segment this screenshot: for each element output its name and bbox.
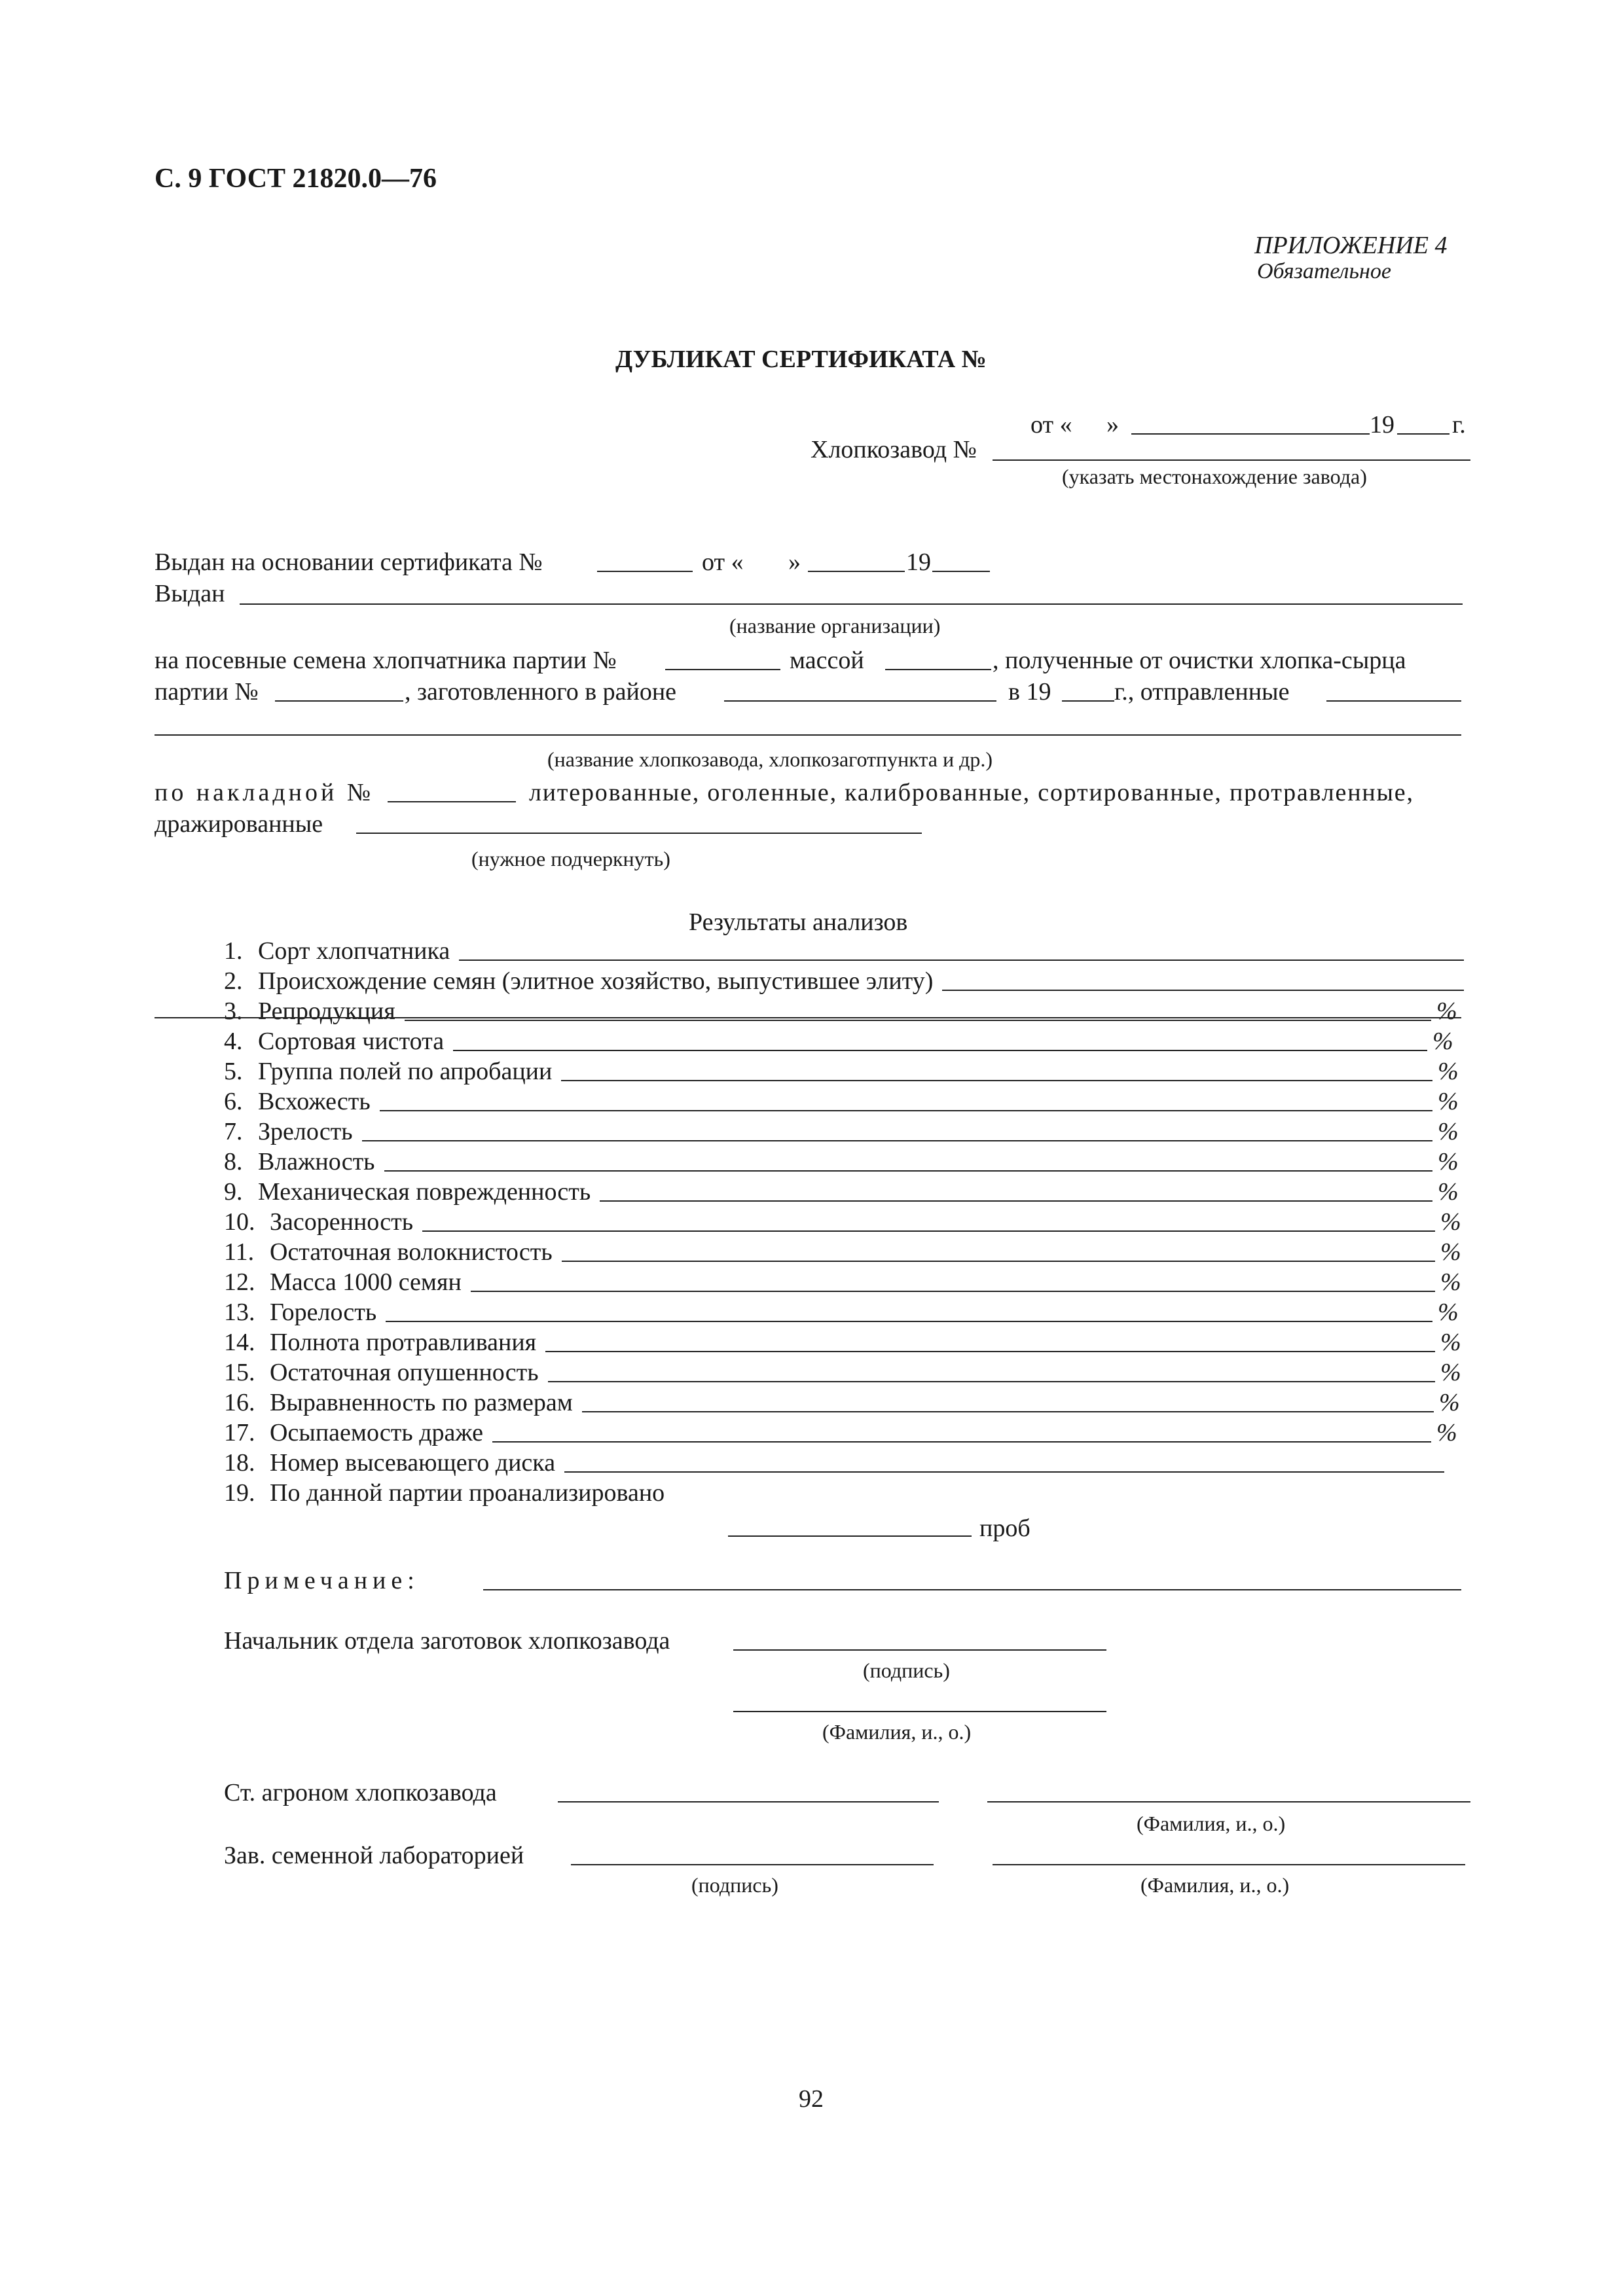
- appendix-label: ПРИЛОЖЕНИЕ 4: [1254, 232, 1448, 259]
- mass-label: массой: [790, 647, 864, 674]
- note-label: Примечание:: [224, 1567, 420, 1594]
- result-label: Выравненность по размерам: [270, 1389, 573, 1416]
- result-number: 11.: [224, 1238, 255, 1266]
- result-number: 7.: [224, 1118, 243, 1145]
- percent-unit: %: [1440, 1359, 1461, 1386]
- percent-unit: %: [1438, 1118, 1459, 1145]
- chief-signature-caption: (подпись): [863, 1659, 950, 1682]
- seed-processing-options: литерованные, оголенные, калиброванные, сортированные, протравленные,: [529, 779, 1414, 806]
- result-value-blank[interactable]: [562, 1261, 1435, 1262]
- lab-head-name-blank[interactable]: [993, 1864, 1465, 1865]
- result-value-blank[interactable]: [384, 1170, 1432, 1172]
- agronomist-label: Ст. агроном хлопкозавода: [224, 1779, 497, 1806]
- issued-basis-label: Выдан на основании сертификата №: [155, 548, 543, 576]
- result-value-blank[interactable]: [492, 1441, 1431, 1443]
- lab-head-name-caption: (Фамилия, и., о.): [1140, 1873, 1290, 1897]
- origin-continuation-blank[interactable]: [155, 1017, 1461, 1018]
- result-number: 2.: [224, 967, 243, 995]
- result-number: 15.: [224, 1359, 255, 1386]
- chief-label: Начальник отдела заготовок хлопкозавода: [224, 1627, 670, 1655]
- agronomist-signature-blank[interactable]: [558, 1801, 939, 1803]
- issued-basis-month-blank[interactable]: [808, 571, 905, 572]
- issued-basis-close-quote: »: [788, 548, 801, 576]
- result-value-blank[interactable]: [380, 1110, 1432, 1111]
- plant-blank[interactable]: [993, 459, 1470, 461]
- plant-name-caption: (название хлопкозавода, хлопкозаготпункта и др.): [547, 747, 993, 771]
- result-label: Группа полей по апробации: [258, 1058, 553, 1085]
- result-number: 16.: [224, 1389, 255, 1416]
- results-heading: Результаты анализов: [689, 908, 908, 936]
- percent-unit: %: [1440, 1329, 1461, 1356]
- issued-to-label: Выдан: [155, 580, 225, 607]
- result-value-blank[interactable]: [471, 1291, 1435, 1292]
- district-label: , заготовленного в районе: [405, 678, 677, 706]
- result-value-blank[interactable]: [453, 1050, 1427, 1051]
- percent-unit: %: [1438, 1058, 1459, 1085]
- result-value-blank[interactable]: [405, 1020, 1431, 1021]
- plant-caption: (указать местонахождение завода): [1062, 465, 1367, 488]
- invoice-number-blank[interactable]: [388, 801, 516, 802]
- result-label: Остаточная волокнистость: [270, 1238, 553, 1266]
- result-label: По данной партии проанализировано: [270, 1479, 665, 1507]
- result-value-blank[interactable]: [459, 960, 1464, 961]
- page-number: 92: [799, 2085, 824, 2113]
- organization-blank[interactable]: [240, 603, 1463, 605]
- result-number: 6.: [224, 1088, 243, 1115]
- result-value-blank[interactable]: [362, 1140, 1432, 1141]
- lab-head-signature-blank[interactable]: [571, 1864, 934, 1865]
- percent-unit: %: [1439, 1389, 1460, 1416]
- shipped-label: г., отправленные: [1114, 678, 1290, 706]
- batch-label: партии №: [155, 678, 259, 706]
- result-number: 14.: [224, 1329, 255, 1356]
- result-value-blank[interactable]: [548, 1381, 1435, 1382]
- result-value-blank[interactable]: [561, 1080, 1432, 1081]
- result-number: 13.: [224, 1299, 255, 1326]
- chief-signature-blank[interactable]: [733, 1649, 1106, 1651]
- invoice-label: по накладной №: [155, 779, 374, 806]
- issued-basis-year-blank[interactable]: [932, 571, 990, 572]
- percent-unit: %: [1440, 1208, 1461, 1236]
- agronomist-name-caption: (Фамилия, и., о.): [1137, 1812, 1286, 1835]
- date-close-quote: »: [1106, 411, 1119, 439]
- result-number: 4.: [224, 1028, 243, 1055]
- date-year-prefix: 19: [1370, 411, 1395, 439]
- result-label: Зрелость: [258, 1118, 353, 1145]
- result-label: Номер высевающего диска: [270, 1449, 556, 1477]
- result-label: Влажность: [258, 1148, 375, 1175]
- dragee-label: дражированные: [155, 810, 323, 838]
- chief-name-blank[interactable]: [733, 1711, 1106, 1712]
- appendix-status: Обязательное: [1257, 259, 1391, 283]
- result-value-blank[interactable]: [564, 1471, 1444, 1473]
- samples-count-blank[interactable]: [728, 1535, 972, 1537]
- result-label: Полнота протравливания: [270, 1329, 537, 1356]
- note-blank[interactable]: [483, 1589, 1461, 1590]
- percent-unit: %: [1440, 1238, 1461, 1266]
- result-label: Остаточная опушенность: [270, 1359, 539, 1386]
- percent-unit: %: [1438, 1299, 1459, 1326]
- batch-number-blank[interactable]: [665, 669, 780, 670]
- result-value-blank[interactable]: [386, 1321, 1432, 1322]
- percent-unit: %: [1436, 997, 1457, 1025]
- result-label: Осыпаемость драже: [270, 1419, 484, 1446]
- lab-head-signature-caption: (подпись): [691, 1873, 778, 1897]
- result-label: Происхождение семян (элитное хозяйство, выпустившее элиту): [258, 967, 934, 995]
- date-month-blank[interactable]: [1131, 433, 1370, 435]
- result-number: 1.: [224, 937, 243, 965]
- chief-name-caption: (Фамилия, и., о.): [822, 1720, 972, 1744]
- lab-head-label: Зав. семенной лабораторией: [224, 1842, 524, 1869]
- mass-blank[interactable]: [885, 669, 991, 670]
- percent-unit: %: [1438, 1088, 1459, 1115]
- shipped-blank[interactable]: [1326, 700, 1461, 702]
- result-label: Механическая поврежденность: [258, 1178, 591, 1206]
- result-number: 18.: [224, 1449, 255, 1477]
- result-number: 8.: [224, 1148, 243, 1175]
- date-year-suffix: г.: [1452, 411, 1466, 439]
- plant-label: Хлопкозавод №: [811, 436, 977, 463]
- percent-unit: %: [1440, 1268, 1461, 1296]
- date-year-blank[interactable]: [1397, 433, 1450, 435]
- result-value-blank[interactable]: [942, 990, 1464, 991]
- in-year-label: в 19: [1008, 678, 1051, 706]
- result-label: Горелость: [270, 1299, 377, 1326]
- result-value-blank[interactable]: [422, 1230, 1435, 1232]
- result-label: Всхожесть: [258, 1088, 371, 1115]
- result-number: 12.: [224, 1268, 255, 1296]
- document-title: ДУБЛИКАТ СЕРТИФИКАТА №: [615, 346, 987, 373]
- page-reference: С. 9 ГОСТ 21820.0—76: [155, 164, 437, 194]
- percent-unit: %: [1436, 1419, 1457, 1446]
- agronomist-name-blank[interactable]: [987, 1801, 1470, 1803]
- date-from-label: от «: [1030, 411, 1072, 439]
- seeds-line-text: на посевные семена хлопчатника партии №: [155, 647, 617, 674]
- batch-year-blank[interactable]: [1062, 700, 1114, 702]
- percent-unit: %: [1438, 1178, 1459, 1206]
- certificate-number-blank[interactable]: [597, 571, 693, 572]
- samples-suffix: проб: [979, 1515, 1030, 1542]
- district-blank[interactable]: [724, 700, 996, 702]
- result-number: 17.: [224, 1419, 255, 1446]
- seeds-line-rest: , полученные от очистки хлопка-сырца: [993, 647, 1406, 674]
- result-label: Репродукция: [258, 997, 395, 1025]
- organization-caption: (название организации): [729, 614, 941, 637]
- issued-basis-from: от «: [702, 548, 744, 576]
- plant-name-blank[interactable]: [155, 734, 1461, 736]
- batch-number-blank-2[interactable]: [275, 700, 403, 702]
- result-label: Сортовая чистота: [258, 1028, 445, 1055]
- result-value-blank[interactable]: [582, 1411, 1434, 1412]
- result-value-blank[interactable]: [600, 1200, 1432, 1202]
- percent-unit: %: [1438, 1148, 1459, 1175]
- percent-unit: %: [1432, 1028, 1453, 1055]
- result-number: 19.: [224, 1479, 255, 1507]
- underline-caption: (нужное подчеркнуть): [471, 847, 670, 870]
- result-number: 9.: [224, 1178, 243, 1206]
- result-number: 5.: [224, 1058, 243, 1085]
- result-label: Сорт хлопчатника: [258, 937, 450, 965]
- result-label: Засоренность: [270, 1208, 414, 1236]
- result-label: Масса 1000 семян: [270, 1268, 462, 1296]
- result-number: 10.: [224, 1208, 255, 1236]
- dragee-blank[interactable]: [356, 833, 922, 834]
- result-value-blank[interactable]: [545, 1351, 1435, 1352]
- result-number: 3.: [224, 997, 243, 1025]
- issued-basis-year: 19: [906, 548, 931, 576]
